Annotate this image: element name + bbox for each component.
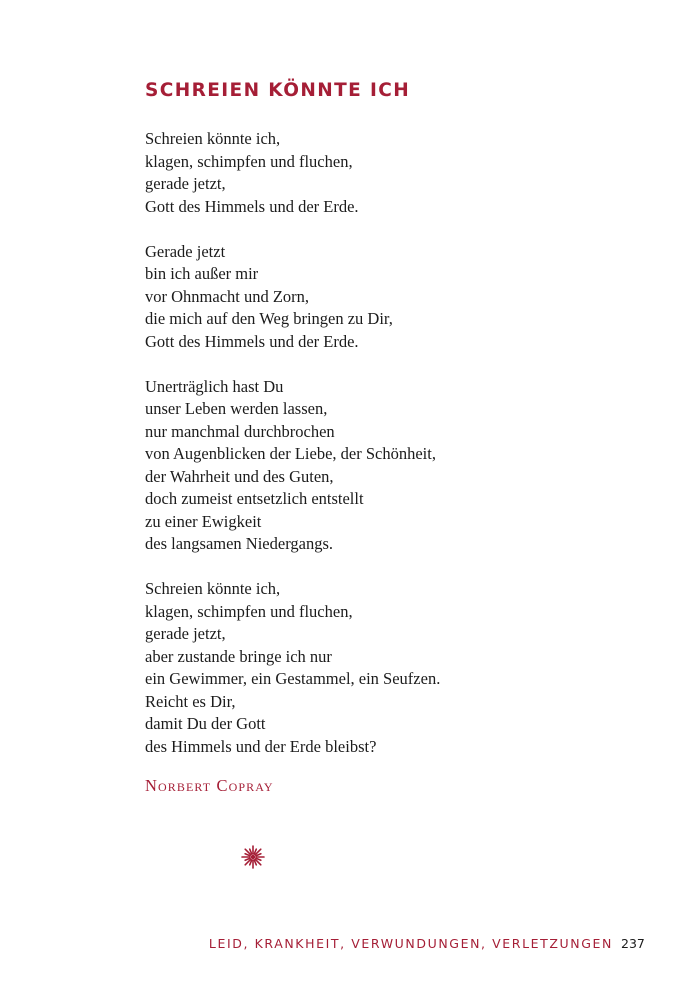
stanza	[145, 376, 565, 556]
poem-line: Schreien könnte ich,	[145, 129, 281, 148]
stanza	[145, 578, 565, 758]
poem-line: gerade jetzt,	[145, 624, 226, 643]
poem-line: Reicht es Dir,	[145, 691, 236, 711]
stanza	[145, 241, 565, 354]
poem-line: Gerade jetzt	[145, 241, 226, 261]
poem-line: die mich auf den Weg bringen zu Dir,	[145, 309, 393, 328]
poem-line: des langsamen Niedergangs.	[145, 534, 334, 553]
stanza	[145, 128, 565, 218]
poem-line: bin ich außer mir	[145, 264, 259, 283]
poem-line: der Wahrheit und des Guten,	[145, 466, 334, 486]
poem-line: zu einer Ewigkeit	[145, 511, 262, 531]
poem-line: unser Leben werden lassen,	[145, 399, 328, 418]
poem-line: gerade jetzt,	[145, 174, 226, 193]
poem-line: klagen, schimpfen und fluchen,	[145, 601, 353, 621]
poem-line: Unerträglich hast Du	[145, 376, 284, 396]
poem-line: Schreien könnte ich,	[145, 579, 281, 598]
starburst-ornament-icon	[241, 845, 265, 869]
poem-body	[145, 128, 565, 781]
poem-line: damit Du der Gott	[145, 714, 266, 733]
poem-line: Gott des Himmels und der Erde.	[145, 331, 359, 351]
poem-line: doch zumeist entsetzlich entstellt	[145, 489, 364, 508]
poem-title: SCHREIEN KÖNNTE ICH	[145, 80, 411, 101]
poem-line: vor Ohnmacht und Zorn,	[145, 286, 310, 306]
poem-line: Gott des Himmels und der Erde.	[145, 196, 359, 216]
page-number: 237	[621, 936, 645, 951]
running-footer-section-title: LEID, KRANKHEIT, VERWUNDUNGEN, VERLETZUNGEN	[208, 936, 613, 951]
poem-line: des Himmels und der Erde bleibst?	[145, 736, 377, 756]
poem-line: aber zustande bringe ich nur	[145, 646, 332, 666]
poem-author: Norbert Copray	[145, 776, 274, 795]
poem-line: von Augenblicken der Liebe, der Schönheit,	[145, 444, 436, 463]
poem-line: klagen, schimpfen und fluchen,	[145, 151, 353, 171]
poem-line: nur manchmal durchbrochen	[145, 421, 335, 441]
poem-line: ein Gewimmer, ein Gestammel, ein Seufzen.	[145, 669, 441, 688]
